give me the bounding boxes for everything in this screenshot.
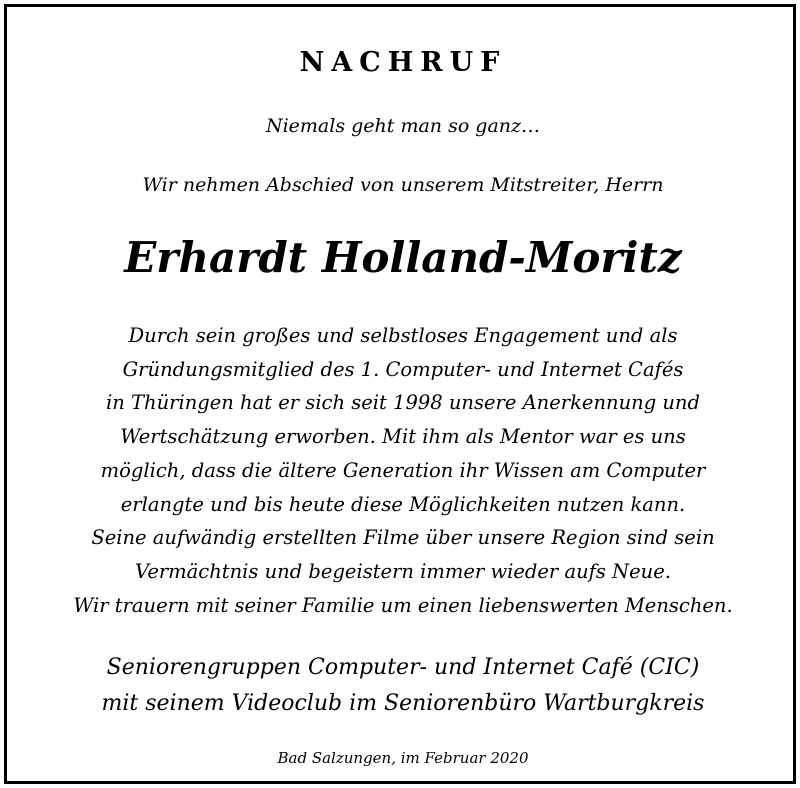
tribute-line: Durch sein großes und selbstloses Engagement und als — [128, 324, 678, 347]
deceased-name: Erhardt Holland-Moritz — [124, 233, 682, 282]
tribute-line: Wertschätzung erworben. Mit ihm als Mentor war es uns — [120, 425, 686, 449]
signature-line: Seniorengruppen Computer- und Internet Café (CIC) — [106, 655, 700, 680]
notice-heading: NACHRUF — [299, 47, 507, 78]
signature-line: mit seinem Videoclub im Seniorenbüro Wartburgkreis — [101, 691, 705, 716]
tribute-line: in Thüringen hat er sich seit 1998 unsere Anerkennung und — [106, 391, 700, 415]
tribute-text — [7, 319, 799, 622]
tribute-line: möglich, dass die ältere Generation ihr Wissen am Computer — [100, 458, 706, 482]
signature-block — [7, 650, 799, 722]
intro-line: Wir nehmen Abschied von unserem Mitstreiter, Herrn — [142, 174, 664, 196]
tribute-line: Seine aufwändig erstellten Filme über unsere Region sind sein — [91, 526, 715, 550]
motto-line: Niemals geht man so ganz… — [265, 115, 541, 137]
tribute-line: Wir trauern mit seiner Familie um einen liebenswerten Menschen. — [73, 593, 733, 617]
tribute-line: Gründungsmitglied des 1. Computer- und Internet Cafés — [122, 357, 684, 381]
tribute-line: erlangte und bis heute diese Möglichkeiten nutzen kann. — [120, 492, 686, 516]
obituary-frame — [4, 4, 796, 784]
place-date: Bad Salzungen, im Februar 2020 — [277, 749, 529, 767]
tribute-line: Vermächtnis und begeistern immer wieder aufs Neue. — [135, 559, 671, 583]
